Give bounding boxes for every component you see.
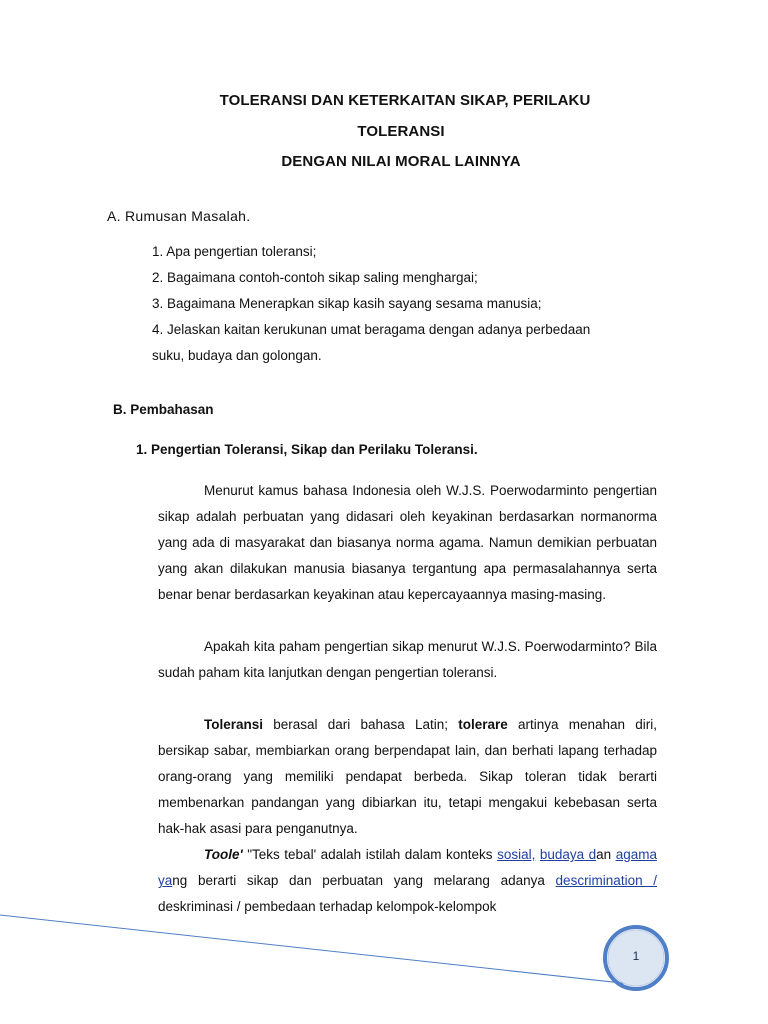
term-tolerare: tolerare <box>458 717 508 732</box>
paragraph-1-text: Menurut kamus bahasa Indonesia oleh W.J.S. Poerwodarminto pengertian sikap adalah perbuatan yang didasari oleh keyakinan berdasarkan normanorma yang ada di masyarakat dan biasanya norma agama. Namun demikian perbuatan yang akan dilakukan manusia biasanya tergantung apa permasalahannya serta benar benar berdasarkan keyakinan atau kepercayaannya masing-masing. <box>158 483 657 602</box>
page-number: 1 <box>632 949 640 963</box>
paragraph-4-fragment: deskriminasi / pembedaan terhadap kelompok-kelompok <box>158 899 497 914</box>
section-a-heading: A. Rumusan Masalah. <box>107 208 251 224</box>
doc-title-line-3: DENGAN NILAI MORAL LAINNYA <box>281 153 521 170</box>
list-item: 1. Apa pengertian toleransi; <box>152 244 317 259</box>
section-b-heading: B. Pembahasan <box>113 402 214 417</box>
list-item: 4. Jelaskan kaitan kerukunan umat beragama dengan adanya perbedaan <box>152 322 591 337</box>
doc-title-line-2: TOLERANSI <box>357 123 445 140</box>
footer-diagonal-line <box>0 915 640 985</box>
paragraph-4-fragment: an <box>596 847 616 862</box>
paragraph-3-fragment: berasal dari bahasa Latin; <box>263 717 459 732</box>
term-toleransi: Toleransi <box>204 717 264 732</box>
paragraph-3-fragment: artinya menahan diri, bersikap sabar, membiarkan orang berpendapat lain, dan berhati lapang terhadap orang-orang yang memiliki pendapat berbeda. Sikap toleran tidak berarti membenarkan pandangan yang dibiarkan itu, tetapi mengakui kebebasan serta hak-hak asasi para penganutnya. <box>158 717 657 836</box>
paragraph-4-fragment: "Teks tebal' adalah istilah dalam konteks <box>242 847 498 862</box>
link-descrimination[interactable]: descrimination / <box>555 873 657 888</box>
list-item: 3. Bagaimana Menerapkan sikap kasih sayang sesama manusia; <box>152 296 542 311</box>
section-b-subheading: 1. Pengertian Toleransi, Sikap dan Perilaku Toleransi. <box>136 442 478 457</box>
doc-title-line-1: TOLERANSI DAN KETERKAITAN SIKAP, PERILAKU <box>219 92 591 109</box>
term-toole: Toole' <box>204 847 243 862</box>
paragraph-4-fragment: ng berarti sikap dan perbuatan yang melarang adanya <box>172 873 556 888</box>
link-sosial[interactable]: sosial, <box>497 847 536 862</box>
list-item-continuation: suku, budaya dan golongan. <box>152 348 322 363</box>
link-agama[interactable]: agama ya <box>158 847 657 888</box>
list-item: 2. Bagaimana contoh-contoh sikap saling menghargai; <box>152 270 478 285</box>
paragraph-2-text: Apakah kita paham pengertian sikap menurut W.J.S. Poerwodarminto? Bila sudah paham kita lanjutkan dengan pengertian toleransi. <box>158 639 657 680</box>
link-budaya[interactable]: budaya d <box>539 847 597 862</box>
